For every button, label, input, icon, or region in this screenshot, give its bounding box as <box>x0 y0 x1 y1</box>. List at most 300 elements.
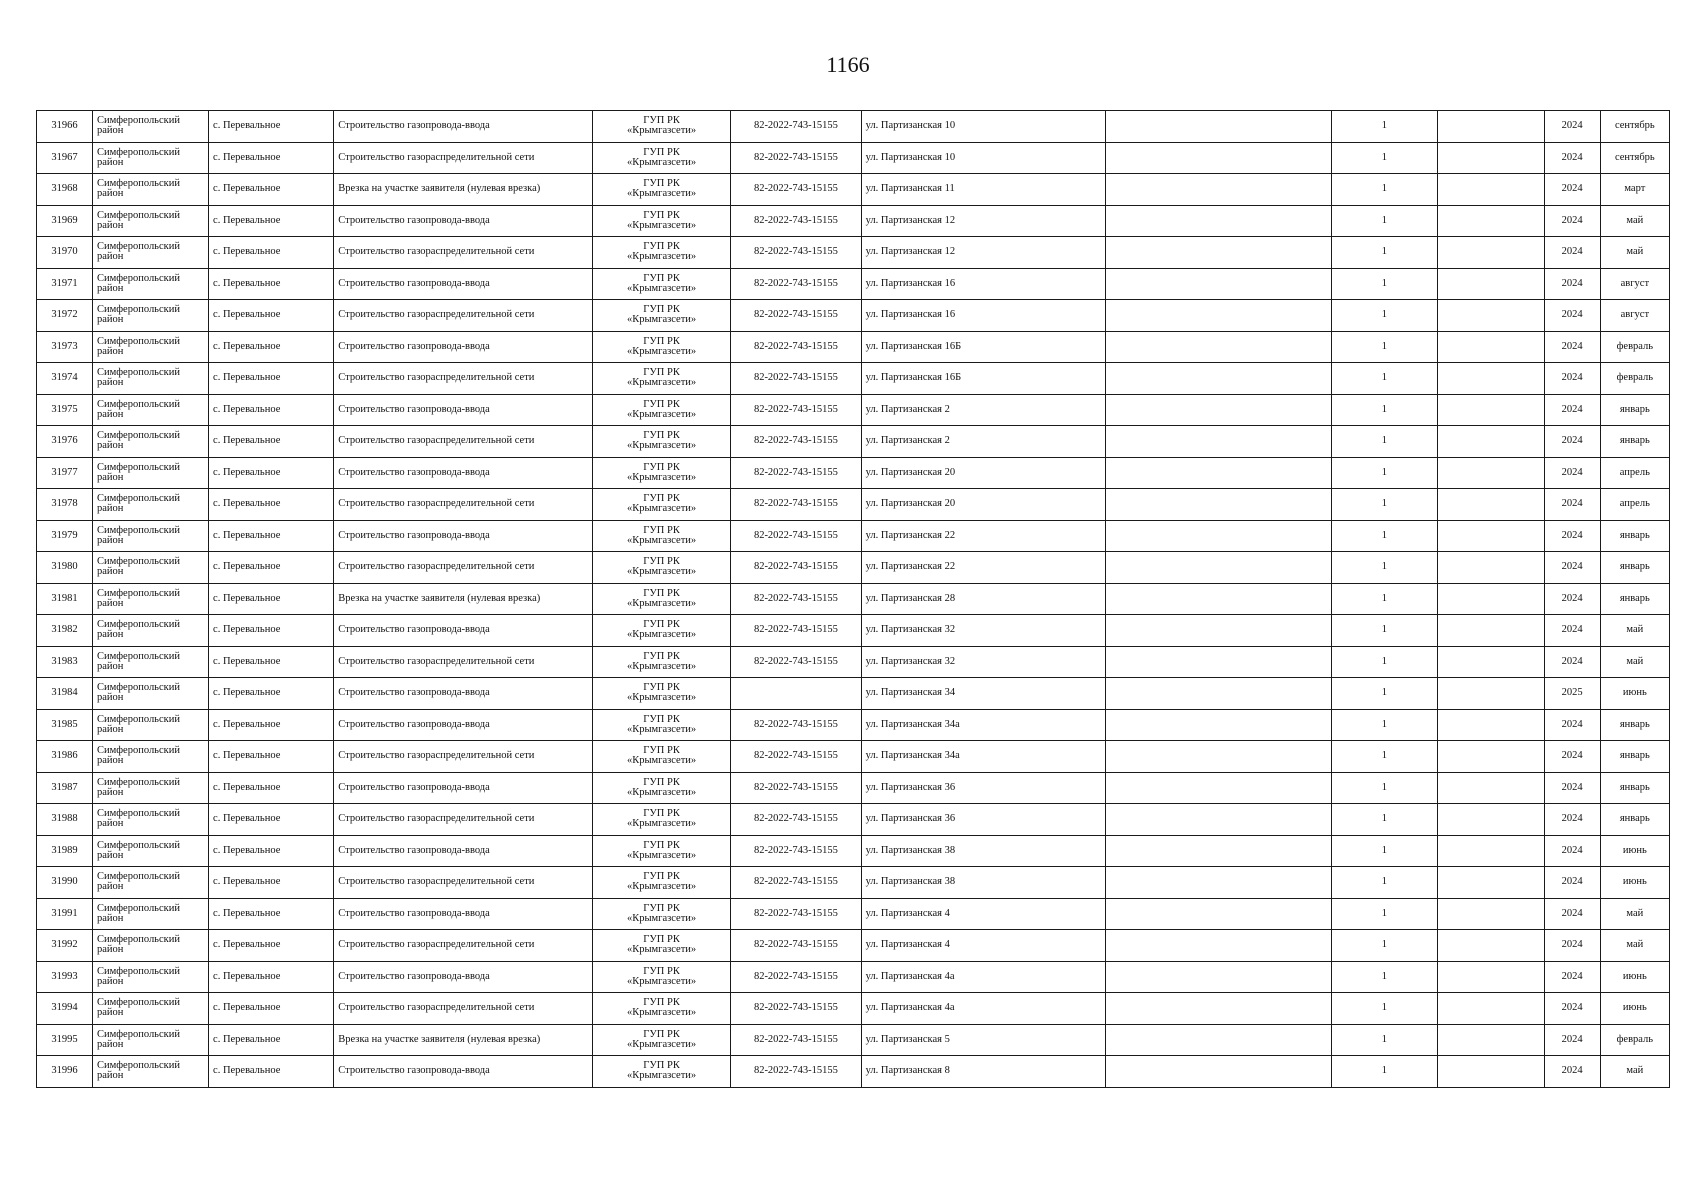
address-cell: ул. Партизанская 38 <box>861 867 1105 899</box>
blank-cell <box>1105 300 1331 332</box>
blank-cell <box>1105 426 1331 458</box>
work-type-cell: Врезка на участке заявителя (нулевая врезка) <box>334 174 593 206</box>
district-cell-line: район <box>96 1070 124 1082</box>
organization-cell <box>592 772 730 804</box>
organization-cell-line: ГУП РК <box>643 209 680 221</box>
organization-cell-line: ГУП РК <box>643 997 680 1009</box>
blank-cell <box>1437 520 1544 552</box>
organization-cell-line: ГУП РК <box>643 367 680 379</box>
district-cell-line: район <box>96 692 124 704</box>
program-code-cell: 82-2022-743-15155 <box>731 772 861 804</box>
month-cell: февраль <box>1600 1024 1669 1056</box>
blank-cell <box>1437 930 1544 962</box>
district-cell-line: Симферопольский <box>96 398 180 410</box>
organization-cell <box>592 300 730 332</box>
organization-cell-line: «Крымгазсети» <box>626 786 697 798</box>
program-code-cell: 82-2022-743-15155 <box>731 142 861 174</box>
work-type-cell: Строительство газораспределительной сети <box>334 489 593 521</box>
organization-cell-line: «Крымгазсети» <box>626 723 697 735</box>
program-code-cell: 82-2022-743-15155 <box>731 709 861 741</box>
program-code-cell: 82-2022-743-15155 <box>731 930 861 962</box>
row-number-cell: 31996 <box>37 1056 93 1088</box>
work-type-cell: Строительство газораспределительной сети <box>334 741 593 773</box>
table-row <box>37 772 1670 804</box>
blank-cell <box>1437 300 1544 332</box>
program-code-cell: 82-2022-743-15155 <box>731 205 861 237</box>
district-cell <box>92 394 208 426</box>
table-row <box>37 268 1670 300</box>
blank-cell <box>1105 709 1331 741</box>
organization-cell-line: ГУП РК <box>643 776 680 788</box>
district-cell <box>92 520 208 552</box>
blank-cell <box>1105 930 1331 962</box>
address-cell: ул. Партизанская 20 <box>861 457 1105 489</box>
organization-cell-line: ГУП РК <box>643 682 680 694</box>
program-code-cell: 82-2022-743-15155 <box>731 993 861 1025</box>
quantity-cell: 1 <box>1331 993 1437 1025</box>
organization-cell-line: ГУП РК <box>643 178 680 190</box>
month-cell: июнь <box>1600 678 1669 710</box>
month-cell: май <box>1600 930 1669 962</box>
quantity-cell: 1 <box>1331 457 1437 489</box>
organization-cell <box>592 646 730 678</box>
organization-cell-line: ГУП РК <box>643 304 680 316</box>
table-row <box>37 741 1670 773</box>
year-cell: 2024 <box>1544 426 1600 458</box>
row-number-cell: 31979 <box>37 520 93 552</box>
address-cell: ул. Партизанская 32 <box>861 615 1105 647</box>
settlement-cell: с. Перевальное <box>209 268 334 300</box>
program-code-cell: 82-2022-743-15155 <box>731 457 861 489</box>
quantity-cell: 1 <box>1331 331 1437 363</box>
district-cell-line: район <box>96 282 124 294</box>
district-cell-line: район <box>96 881 124 893</box>
blank-cell <box>1437 205 1544 237</box>
month-cell: май <box>1600 205 1669 237</box>
district-cell-line: Симферопольский <box>96 902 180 914</box>
district-cell <box>92 993 208 1025</box>
row-number-cell: 31971 <box>37 268 93 300</box>
district-cell-line: район <box>96 629 124 641</box>
table-row <box>37 520 1670 552</box>
organization-cell-line: «Крымгазсети» <box>626 849 697 861</box>
month-cell: февраль <box>1600 363 1669 395</box>
district-cell <box>92 489 208 521</box>
settlement-cell: с. Перевальное <box>209 930 334 962</box>
quantity-cell: 1 <box>1331 930 1437 962</box>
organization-cell-line: «Крымгазсети» <box>626 125 697 137</box>
year-cell: 2024 <box>1544 615 1600 647</box>
work-type-cell: Строительство газораспределительной сети <box>334 867 593 899</box>
row-number-cell: 31987 <box>37 772 93 804</box>
settlement-cell: с. Перевальное <box>209 174 334 206</box>
row-number-cell: 31972 <box>37 300 93 332</box>
address-cell: ул. Партизанская 34а <box>861 709 1105 741</box>
program-code-cell: 82-2022-743-15155 <box>731 1056 861 1088</box>
district-cell-line: район <box>96 534 124 546</box>
year-cell: 2024 <box>1544 709 1600 741</box>
work-type-cell: Строительство газораспределительной сети <box>334 804 593 836</box>
row-number-cell: 31984 <box>37 678 93 710</box>
district-cell-line: Симферопольский <box>96 335 180 347</box>
program-code-cell <box>731 678 861 710</box>
year-cell: 2024 <box>1544 867 1600 899</box>
program-code-cell: 82-2022-743-15155 <box>731 300 861 332</box>
quantity-cell: 1 <box>1331 237 1437 269</box>
page-number: 1166 <box>826 52 870 77</box>
district-cell <box>92 205 208 237</box>
row-number-cell: 31988 <box>37 804 93 836</box>
month-cell: июнь <box>1600 961 1669 993</box>
table-row <box>37 898 1670 930</box>
settlement-cell: с. Перевальное <box>209 489 334 521</box>
program-code-cell: 82-2022-743-15155 <box>731 835 861 867</box>
organization-cell-line: «Крымгазсети» <box>626 912 697 924</box>
organization-cell-line: «Крымгазсети» <box>626 1038 697 1050</box>
month-cell: май <box>1600 1056 1669 1088</box>
blank-cell <box>1437 772 1544 804</box>
organization-cell <box>592 835 730 867</box>
row-number-cell: 31970 <box>37 237 93 269</box>
settlement-cell: с. Перевальное <box>209 237 334 269</box>
district-cell <box>92 237 208 269</box>
blank-cell <box>1437 583 1544 615</box>
year-cell: 2024 <box>1544 205 1600 237</box>
blank-cell <box>1105 205 1331 237</box>
settlement-cell: с. Перевальное <box>209 1024 334 1056</box>
row-number-cell: 31967 <box>37 142 93 174</box>
organization-cell <box>592 867 730 899</box>
blank-cell <box>1105 835 1331 867</box>
blank-cell <box>1437 678 1544 710</box>
organization-cell-line: «Крымгазсети» <box>626 282 697 294</box>
month-cell: май <box>1600 646 1669 678</box>
district-cell <box>92 930 208 962</box>
year-cell: 2024 <box>1544 898 1600 930</box>
settlement-cell: с. Перевальное <box>209 583 334 615</box>
district-cell-line: район <box>96 440 124 452</box>
district-cell <box>92 363 208 395</box>
district-cell-line: Симферопольский <box>96 178 180 190</box>
organization-cell <box>592 709 730 741</box>
organization-cell <box>592 741 730 773</box>
year-cell: 2024 <box>1544 457 1600 489</box>
table-row <box>37 552 1670 584</box>
table-row <box>37 363 1670 395</box>
settlement-cell: с. Перевальное <box>209 741 334 773</box>
row-number-cell: 31981 <box>37 583 93 615</box>
blank-cell <box>1437 1024 1544 1056</box>
blank-cell <box>1105 678 1331 710</box>
blank-cell <box>1105 174 1331 206</box>
quantity-cell: 1 <box>1331 111 1437 143</box>
settlement-cell: с. Перевальное <box>209 331 334 363</box>
settlement-cell: с. Перевальное <box>209 993 334 1025</box>
organization-cell <box>592 930 730 962</box>
district-cell-line: Симферопольский <box>96 556 180 568</box>
organization-cell <box>592 174 730 206</box>
blank-cell <box>1105 552 1331 584</box>
district-cell-line: Симферопольский <box>96 115 180 127</box>
district-cell-line: Симферопольский <box>96 367 180 379</box>
row-number-cell: 31994 <box>37 993 93 1025</box>
program-code-cell: 82-2022-743-15155 <box>731 552 861 584</box>
table-row <box>37 709 1670 741</box>
address-cell: ул. Партизанская 10 <box>861 142 1105 174</box>
blank-cell <box>1437 426 1544 458</box>
organization-cell-line: «Крымгазсети» <box>626 629 697 641</box>
district-cell <box>92 961 208 993</box>
district-cell-line: район <box>96 818 124 830</box>
blank-cell <box>1437 174 1544 206</box>
month-cell: апрель <box>1600 457 1669 489</box>
district-cell-line: Симферопольский <box>96 524 180 536</box>
table-row <box>37 331 1670 363</box>
organization-cell-line: «Крымгазсети» <box>626 975 697 987</box>
blank-cell <box>1105 457 1331 489</box>
organization-cell-line: «Крымгазсети» <box>626 534 697 546</box>
row-number-cell: 31973 <box>37 331 93 363</box>
settlement-cell: с. Перевальное <box>209 1056 334 1088</box>
district-cell <box>92 268 208 300</box>
row-number-cell: 31990 <box>37 867 93 899</box>
blank-cell <box>1105 583 1331 615</box>
district-cell <box>92 678 208 710</box>
blank-cell <box>1437 489 1544 521</box>
work-type-cell: Строительство газораспределительной сети <box>334 993 593 1025</box>
year-cell: 2024 <box>1544 961 1600 993</box>
program-code-cell: 82-2022-743-15155 <box>731 363 861 395</box>
work-type-cell: Строительство газораспределительной сети <box>334 426 593 458</box>
row-number-cell: 31976 <box>37 426 93 458</box>
district-cell-line: Симферопольский <box>96 430 180 442</box>
district-cell <box>92 552 208 584</box>
row-number-cell: 31968 <box>37 174 93 206</box>
district-cell-line: район <box>96 944 124 956</box>
address-cell: ул. Партизанская 4а <box>861 993 1105 1025</box>
month-cell: январь <box>1600 426 1669 458</box>
organization-cell <box>592 1024 730 1056</box>
address-cell: ул. Партизанская 16Б <box>861 331 1105 363</box>
organization-cell-line: «Крымгазсети» <box>626 597 697 609</box>
program-code-cell: 82-2022-743-15155 <box>731 961 861 993</box>
work-type-cell: Строительство газопровода-ввода <box>334 678 593 710</box>
year-cell: 2024 <box>1544 835 1600 867</box>
settlement-cell: с. Перевальное <box>209 457 334 489</box>
organization-cell-line: «Крымгазсети» <box>626 660 697 672</box>
month-cell: апрель <box>1600 489 1669 521</box>
address-cell: ул. Партизанская 4 <box>861 898 1105 930</box>
work-type-cell: Строительство газораспределительной сети <box>334 142 593 174</box>
blank-cell <box>1437 142 1544 174</box>
blank-cell <box>1105 1024 1331 1056</box>
organization-cell <box>592 268 730 300</box>
work-type-cell: Строительство газопровода-ввода <box>334 457 593 489</box>
quantity-cell: 1 <box>1331 678 1437 710</box>
address-cell: ул. Партизанская 16 <box>861 268 1105 300</box>
month-cell: январь <box>1600 583 1669 615</box>
address-cell: ул. Партизанская 20 <box>861 489 1105 521</box>
organization-cell <box>592 993 730 1025</box>
year-cell: 2024 <box>1544 394 1600 426</box>
year-cell: 2024 <box>1544 520 1600 552</box>
month-cell: январь <box>1600 709 1669 741</box>
year-cell: 2024 <box>1544 363 1600 395</box>
blank-cell <box>1105 111 1331 143</box>
work-type-cell: Строительство газопровода-ввода <box>334 961 593 993</box>
blank-cell <box>1105 394 1331 426</box>
district-cell <box>92 898 208 930</box>
month-cell: август <box>1600 268 1669 300</box>
work-type-cell: Строительство газопровода-ввода <box>334 520 593 552</box>
district-cell <box>92 174 208 206</box>
program-code-cell: 82-2022-743-15155 <box>731 646 861 678</box>
district-cell-line: Симферопольский <box>96 650 180 662</box>
district-cell <box>92 426 208 458</box>
program-code-cell: 82-2022-743-15155 <box>731 615 861 647</box>
year-cell: 2024 <box>1544 1024 1600 1056</box>
organization-cell <box>592 898 730 930</box>
work-type-cell: Строительство газораспределительной сети <box>334 930 593 962</box>
quantity-cell: 1 <box>1331 520 1437 552</box>
work-type-cell: Строительство газопровода-ввода <box>334 835 593 867</box>
year-cell: 2025 <box>1544 678 1600 710</box>
table-row <box>37 583 1670 615</box>
address-cell: ул. Партизанская 2 <box>861 394 1105 426</box>
quantity-cell: 1 <box>1331 268 1437 300</box>
district-cell-line: район <box>96 219 124 231</box>
table-row <box>37 142 1670 174</box>
organization-cell-line: «Крымгазсети» <box>626 881 697 893</box>
address-cell: ул. Партизанская 34 <box>861 678 1105 710</box>
district-cell-line: район <box>96 566 124 578</box>
organization-cell-line: ГУП РК <box>643 650 680 662</box>
row-number-cell: 31975 <box>37 394 93 426</box>
district-cell-line: Симферопольский <box>96 934 180 946</box>
organization-cell <box>592 961 730 993</box>
work-type-cell: Строительство газопровода-ввода <box>334 1056 593 1088</box>
row-number-cell: 31989 <box>37 835 93 867</box>
address-cell: ул. Партизанская 28 <box>861 583 1105 615</box>
settlement-cell: с. Перевальное <box>209 898 334 930</box>
district-cell-line: район <box>96 755 124 767</box>
blank-cell <box>1437 363 1544 395</box>
program-code-cell: 82-2022-743-15155 <box>731 111 861 143</box>
settlement-cell: с. Перевальное <box>209 394 334 426</box>
organization-cell-line: «Крымгазсети» <box>626 471 697 483</box>
district-cell <box>92 1056 208 1088</box>
blank-cell <box>1105 898 1331 930</box>
blank-cell <box>1105 237 1331 269</box>
row-number-cell: 31982 <box>37 615 93 647</box>
district-cell <box>92 741 208 773</box>
quantity-cell: 1 <box>1331 174 1437 206</box>
organization-cell-line: «Крымгазсети» <box>626 314 697 326</box>
address-cell: ул. Партизанская 36 <box>861 772 1105 804</box>
district-cell-line: Симферопольский <box>96 1060 180 1072</box>
program-code-cell: 82-2022-743-15155 <box>731 331 861 363</box>
blank-cell <box>1105 646 1331 678</box>
quantity-cell: 1 <box>1331 552 1437 584</box>
table-row <box>37 804 1670 836</box>
quantity-cell: 1 <box>1331 961 1437 993</box>
quantity-cell: 1 <box>1331 804 1437 836</box>
row-number-cell: 31986 <box>37 741 93 773</box>
district-cell-line: район <box>96 125 124 137</box>
blank-cell <box>1437 804 1544 836</box>
program-code-cell: 82-2022-743-15155 <box>731 394 861 426</box>
district-cell-line: район <box>96 251 124 263</box>
program-code-cell: 82-2022-743-15155 <box>731 741 861 773</box>
district-cell <box>92 615 208 647</box>
month-cell: январь <box>1600 772 1669 804</box>
month-cell: май <box>1600 237 1669 269</box>
organization-cell-line: «Крымгазсети» <box>626 408 697 420</box>
blank-cell <box>1105 331 1331 363</box>
address-cell: ул. Партизанская 4а <box>861 961 1105 993</box>
organization-cell-line: ГУП РК <box>643 335 680 347</box>
blank-cell <box>1437 1056 1544 1088</box>
district-cell-line: район <box>96 314 124 326</box>
organization-cell <box>592 205 730 237</box>
row-number-cell: 31992 <box>37 930 93 962</box>
blank-cell <box>1105 1056 1331 1088</box>
work-type-cell: Строительство газораспределительной сети <box>334 237 593 269</box>
quantity-cell: 1 <box>1331 615 1437 647</box>
year-cell: 2024 <box>1544 772 1600 804</box>
organization-cell-line: ГУП РК <box>643 461 680 473</box>
organization-cell-line: ГУП РК <box>643 241 680 253</box>
work-type-cell: Строительство газораспределительной сети <box>334 363 593 395</box>
row-number-cell: 31991 <box>37 898 93 930</box>
month-cell: май <box>1600 898 1669 930</box>
organization-cell <box>592 111 730 143</box>
month-cell: январь <box>1600 804 1669 836</box>
table-row <box>37 489 1670 521</box>
year-cell: 2024 <box>1544 331 1600 363</box>
year-cell: 2024 <box>1544 300 1600 332</box>
settlement-cell: с. Перевальное <box>209 772 334 804</box>
district-cell <box>92 142 208 174</box>
district-cell-line: Симферопольский <box>96 493 180 505</box>
organization-cell-line: «Крымгазсети» <box>626 219 697 231</box>
row-number-cell: 31980 <box>37 552 93 584</box>
table-row <box>37 111 1670 143</box>
settlement-cell: с. Перевальное <box>209 300 334 332</box>
address-cell: ул. Партизанская 8 <box>861 1056 1105 1088</box>
quantity-cell: 1 <box>1331 300 1437 332</box>
district-cell-line: Симферопольский <box>96 272 180 284</box>
district-cell-line: Симферопольский <box>96 304 180 316</box>
work-type-cell: Строительство газопровода-ввода <box>334 615 593 647</box>
district-cell-line: район <box>96 660 124 672</box>
district-cell-line: район <box>96 503 124 515</box>
quantity-cell: 1 <box>1331 741 1437 773</box>
organization-cell-line: ГУП РК <box>643 871 680 883</box>
organization-cell <box>592 331 730 363</box>
settlement-cell: с. Перевальное <box>209 835 334 867</box>
program-code-cell: 82-2022-743-15155 <box>731 268 861 300</box>
organization-cell-line: «Крымгазсети» <box>626 818 697 830</box>
year-cell: 2024 <box>1544 237 1600 269</box>
address-cell: ул. Партизанская 10 <box>861 111 1105 143</box>
month-cell: май <box>1600 615 1669 647</box>
settlement-cell: с. Перевальное <box>209 111 334 143</box>
district-cell-line: Симферопольский <box>96 461 180 473</box>
year-cell: 2024 <box>1544 489 1600 521</box>
year-cell: 2024 <box>1544 804 1600 836</box>
organization-cell-line: ГУП РК <box>643 839 680 851</box>
